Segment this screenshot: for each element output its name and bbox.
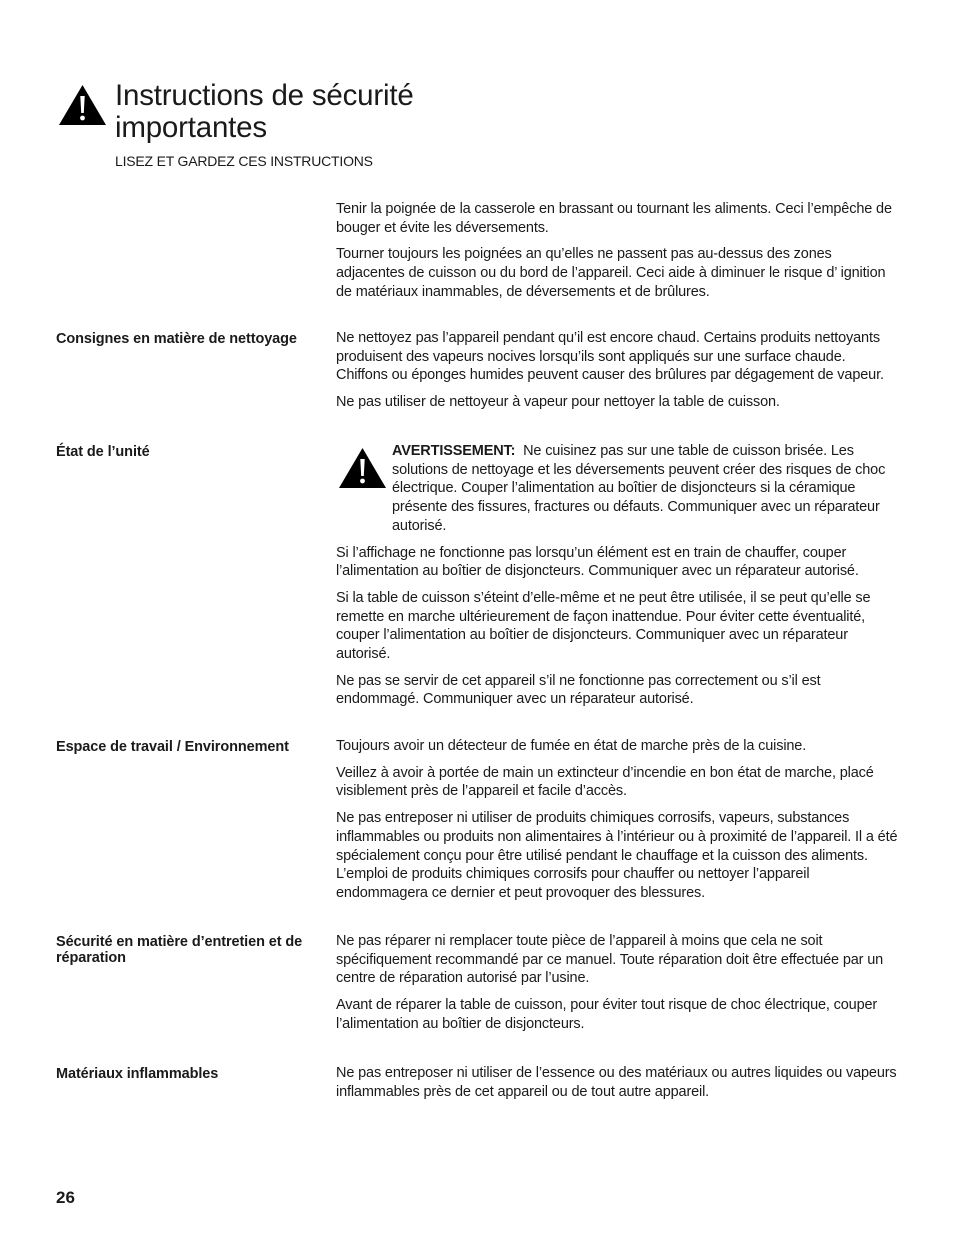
- warning-label: AVERTISSEMENT:: [392, 443, 516, 459]
- title-line-2: importantes: [115, 111, 267, 144]
- paragraph: Ne nettoyez pas l’appareil pendant qu’il est encore chaud. Certains produits nettoyants produisent des vapeurs nocives lorsqu’ils sont appliqués sur une surface chaude. Chiffons ou éponges humides peuvent causer des brûlures par dégagement de vapeur.: [336, 330, 884, 384]
- warning-triangle-icon: [59, 85, 106, 125]
- section-label: Sécurité en matière d’entretien et de réparation: [56, 934, 303, 966]
- intro-paragraphs: [336, 200, 900, 310]
- paragraph: Ne pas réparer ni remplacer toute pièce de l’appareil à moins que cela ne soit spécifiquement recommandé par ce manuel. Toute réparation doit être effectuée par un centre de réparation autorisé par l’usine.: [336, 933, 884, 987]
- section-label: État de l’unité: [56, 444, 150, 460]
- section-paragraphs: [336, 1064, 900, 1109]
- section-label: Espace de travail / Environnement: [56, 739, 289, 755]
- page-number: 26: [56, 1188, 75, 1207]
- section-paragraphs: [336, 329, 900, 420]
- section-label: Consignes en matière de nettoyage: [56, 331, 297, 347]
- section-label: Matériaux inflammables: [56, 1066, 219, 1082]
- paragraph: Toujours avoir un détecteur de fumée en état de marche près de la cuisine.: [336, 738, 807, 754]
- paragraph: Avant de réparer la table de cuisson, pour éviter tout risque de choc électrique, couper l’alimentation au boîtier de disjoncteurs.: [336, 997, 878, 1032]
- page-title: [115, 80, 414, 144]
- paragraph: Si l’affichage ne fonctionne pas lorsqu’un élément est en train de chauffer, couper l’alimentation au boîtier de disjoncteurs. Communiquer avec un réparateur autorisé.: [336, 544, 859, 580]
- paragraph: Veillez à avoir à portée de main un extincteur d’incendie en bon état de marche, placé visiblement près de l’appareil et facile d’accès.: [336, 764, 874, 800]
- paragraph: Tenir la poignée de la casserole en brassant ou tournant les aliments. Ceci l’empêche de bouger et évite les déversements.: [336, 201, 892, 236]
- warning-triangle-icon: [339, 448, 386, 488]
- paragraph: Ne pas se servir de cet appareil s’il ne fonctionne pas correctement ou s’il est endommagé. Communiquer avec un réparateur autorisé.: [336, 672, 821, 708]
- section-paragraphs: [336, 932, 900, 1042]
- warning-text: [392, 442, 900, 536]
- page-subtitle: LISEZ ET GARDEZ CES INSTRUCTIONS: [115, 153, 373, 169]
- section-paragraphs: [336, 442, 900, 717]
- warning-body: Ne cuisinez pas sur une table de cuisson brisée. Les solutions de nettoyage et les déversements peuvent créer des risques de choc électrique. Couper l’alimentation au boîtier de disjoncteurs si la céramique présente des fissures, fractures ou défauts. Communiquer avec un réparateur autorisé.: [392, 443, 886, 534]
- warning-block: [336, 442, 900, 536]
- paragraph: Ne pas entreposer ni utiliser de l’essence ou des matériaux ou autres liquides ou vapeurs inflammables près de cet appareil ou de tout autre appareil.: [336, 1065, 897, 1100]
- paragraph: Ne pas utiliser de nettoyeur à vapeur pour nettoyer la table de cuisson.: [336, 394, 780, 411]
- paragraph: Si la table de cuisson s’éteint d’elle-même et ne peut être utilisée, il se peut qu’elle se remette en marche ultérieurement de façon inattendue. Pour éviter cette éventualité, couper l’alimentation au boîtier de disjoncteurs. Communiquer avec un réparateur autorisé.: [336, 589, 871, 663]
- title-line-1: Instructions de sécurité: [115, 79, 414, 112]
- section-paragraphs: [336, 737, 900, 911]
- paragraph: Ne pas entreposer ni utiliser de produits chimiques corrosifs, vapeurs, substances inflammables ou produits non alimentaires à l’intérieur ou à proximité de l’appareil. Il a été spécialement conçu pour être utilisé pendant le chauffage et la cuisson des aliments. L’emploi de produits chimiques corrosifs pour chauffer ou nettoyer l’appareil endommagera ce dernier et peut provoquer des blessures.: [336, 810, 898, 901]
- paragraph: Tourner toujours les poignées an qu’elles ne passent pas au-dessus des zones adjacentes de cuisson ou du bord de l’appareil. Ceci aide à diminuer le risque d’ ignition de matériaux inammables, de déversements et de brûlures.: [336, 246, 886, 300]
